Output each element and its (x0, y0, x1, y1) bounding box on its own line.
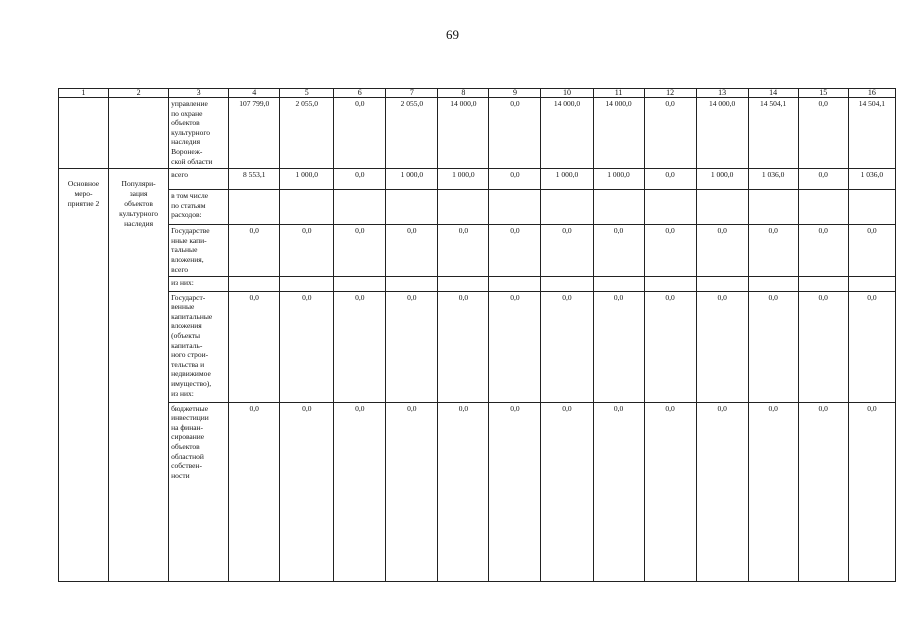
value-cell: 0,0 (848, 225, 895, 276)
empty-cell (748, 189, 798, 224)
value-cell: 8 553,1 (229, 168, 280, 189)
value-cell: 0,0 (229, 291, 280, 402)
value-cell: 0,0 (644, 168, 696, 189)
value-cell: 14 000,0 (438, 98, 489, 169)
empty-cell (334, 276, 386, 291)
row-label: управление по охране объектов культурного наследия Воронеж- ской области (169, 98, 229, 169)
value-cell: 0,0 (489, 291, 541, 402)
empty-cell (748, 276, 798, 291)
value-cell: 0,0 (438, 402, 489, 581)
row-label: бюджетные инвестиции на финан- сирование объектов областной собствен- ности (169, 402, 229, 581)
value-cell: 107 799,0 (229, 98, 280, 169)
value-cell: 0,0 (280, 225, 334, 276)
table-row-iz-nih (59, 276, 896, 291)
value-cell: 0,0 (748, 402, 798, 581)
value-cell: 0,0 (644, 402, 696, 581)
value-cell: 14 000,0 (541, 98, 593, 169)
value-cell: 0,0 (696, 402, 748, 581)
value-cell: 0,0 (798, 225, 848, 276)
empty-cell (280, 276, 334, 291)
empty-cell (798, 189, 848, 224)
value-cell: 14 000,0 (696, 98, 748, 169)
table-row-upravlenie (59, 98, 896, 169)
empty-cell (229, 276, 280, 291)
value-cell: 14 504,1 (848, 98, 895, 169)
row-label: из них: (169, 276, 229, 291)
empty-cell (229, 189, 280, 224)
empty-cell (848, 276, 895, 291)
value-cell: 0,0 (334, 168, 386, 189)
value-cell: 0,0 (489, 225, 541, 276)
value-cell: 0,0 (798, 168, 848, 189)
value-cell: 0,0 (748, 225, 798, 276)
empty-cell (334, 189, 386, 224)
value-cell: 1 000,0 (593, 168, 644, 189)
value-cell: 0,0 (696, 225, 748, 276)
empty-cell (696, 276, 748, 291)
header-cell: 14 (748, 89, 798, 98)
value-cell: 0,0 (798, 291, 848, 402)
value-cell: 0,0 (848, 291, 895, 402)
empty-cell (541, 189, 593, 224)
value-cell: 0,0 (593, 225, 644, 276)
page-number: 69 (446, 27, 459, 42)
empty-cell (438, 276, 489, 291)
value-cell: 14 000,0 (593, 98, 644, 169)
header-cell: 7 (386, 89, 438, 98)
header-cell: 13 (696, 89, 748, 98)
header-row (59, 89, 896, 98)
value-cell: 0,0 (593, 402, 644, 581)
value-cell: 1 036,0 (748, 168, 798, 189)
value-cell: 14 504,1 (748, 98, 798, 169)
header-cell: 16 (848, 89, 895, 98)
value-cell: 0,0 (438, 291, 489, 402)
value-cell: 0,0 (593, 291, 644, 402)
value-cell: 0,0 (229, 402, 280, 581)
value-cell: 0,0 (644, 98, 696, 169)
row-label: в том числе по статьям расходов: (169, 189, 229, 224)
empty-cell (489, 189, 541, 224)
value-cell: 2 055,0 (386, 98, 438, 169)
value-cell: 0,0 (438, 225, 489, 276)
value-cell: 0,0 (334, 225, 386, 276)
value-cell: 0,0 (489, 168, 541, 189)
empty-cell (489, 276, 541, 291)
empty-cell (644, 189, 696, 224)
value-cell: 1 000,0 (280, 168, 334, 189)
value-cell: 0,0 (696, 291, 748, 402)
header-cell: 4 (229, 89, 280, 98)
value-cell: 1 000,0 (438, 168, 489, 189)
empty-cell (438, 189, 489, 224)
empty-cell (59, 98, 109, 169)
value-cell: 0,0 (280, 291, 334, 402)
header-cell: 12 (644, 89, 696, 98)
header-cell: 15 (798, 89, 848, 98)
value-cell: 0,0 (848, 402, 895, 581)
table-row-vsego (59, 168, 896, 189)
empty-cell (696, 189, 748, 224)
header-cell: 11 (593, 89, 644, 98)
header-cell: 5 (280, 89, 334, 98)
empty-cell (644, 276, 696, 291)
value-cell: 1 000,0 (541, 168, 593, 189)
value-cell: 0,0 (489, 98, 541, 169)
value-cell: 0,0 (334, 98, 386, 169)
value-cell: 0,0 (798, 98, 848, 169)
value-cell: 0,0 (334, 402, 386, 581)
table-row-budget-invest (59, 402, 896, 581)
activity-title: Популяри- зация объектов культурного наследия (109, 168, 169, 581)
value-cell: 1 000,0 (696, 168, 748, 189)
value-cell: 0,0 (541, 291, 593, 402)
value-cell: 0,0 (334, 291, 386, 402)
header-cell: 6 (334, 89, 386, 98)
activity-number: Основное меро- приятие 2 (59, 168, 109, 581)
value-cell: 0,0 (489, 402, 541, 581)
value-cell: 0,0 (229, 225, 280, 276)
value-cell: 0,0 (280, 402, 334, 581)
value-cell: 0,0 (541, 402, 593, 581)
value-cell: 0,0 (798, 402, 848, 581)
value-cell: 0,0 (386, 402, 438, 581)
header-cell: 8 (438, 89, 489, 98)
empty-cell (798, 276, 848, 291)
value-cell: 0,0 (386, 225, 438, 276)
table-row-gos-kap-obj (59, 291, 896, 402)
row-label: Государстве нные капи- тальные вложения, всего (169, 225, 229, 276)
value-cell: 1 000,0 (386, 168, 438, 189)
empty-cell (109, 98, 169, 169)
empty-cell (593, 276, 644, 291)
header-cell: 1 (59, 89, 109, 98)
value-cell: 0,0 (386, 291, 438, 402)
budget-table (58, 88, 896, 582)
row-label: всего (169, 168, 229, 189)
empty-cell (280, 189, 334, 224)
value-cell: 0,0 (748, 291, 798, 402)
empty-cell (848, 189, 895, 224)
header-cell: 10 (541, 89, 593, 98)
value-cell: 2 055,0 (280, 98, 334, 169)
row-label: Государст- венные капитальные вложения (объекты капиталь- ного строи- тельства и недвижимое имущество), из них: (169, 291, 229, 402)
header-cell: 3 (169, 89, 229, 98)
empty-cell (541, 276, 593, 291)
empty-cell (386, 189, 438, 224)
header-cell: 2 (109, 89, 169, 98)
header-cell: 9 (489, 89, 541, 98)
table-row-v-tom-chisle (59, 189, 896, 224)
value-cell: 0,0 (541, 225, 593, 276)
value-cell: 1 036,0 (848, 168, 895, 189)
empty-cell (593, 189, 644, 224)
value-cell: 0,0 (644, 291, 696, 402)
table-row-gos-kap-vsego (59, 225, 896, 276)
empty-cell (386, 276, 438, 291)
value-cell: 0,0 (644, 225, 696, 276)
